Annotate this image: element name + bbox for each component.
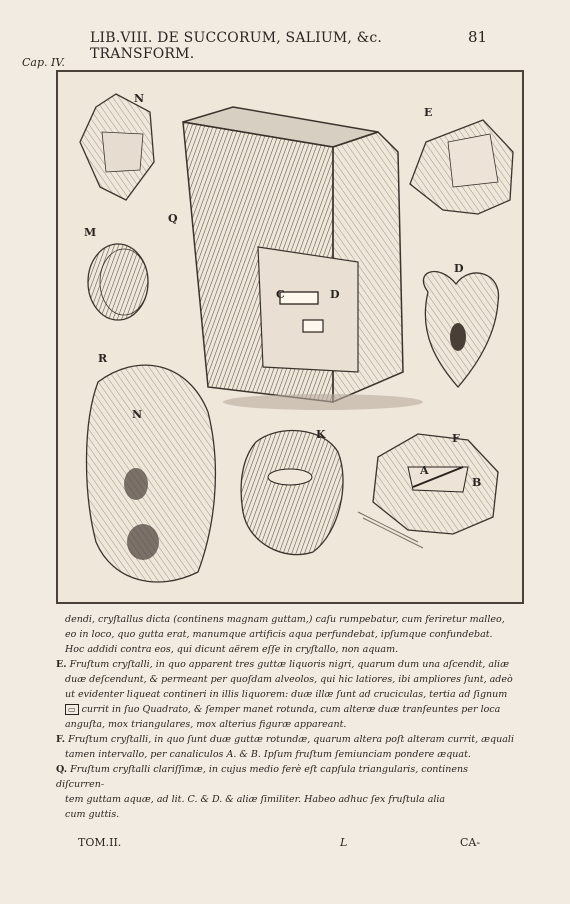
figure-label-f: F: [452, 432, 460, 445]
figure-label-q: Q: [168, 212, 178, 225]
crystal-disc-m: [88, 244, 148, 320]
figure-label-d: D: [330, 288, 340, 301]
quadrat-sign-icon: ▭: [65, 704, 79, 715]
figure-label-e: E: [424, 106, 433, 119]
text-line: ut evidenter liqueat contineri in illis liquorem: duæ illæ ſunt ad cruciculas, tertia ad ſignum: [65, 689, 508, 700]
text-line: [56, 702, 516, 717]
entry-e-label: E.: [56, 659, 67, 670]
text-line: anguſta, mox triangulares, mox alterius figuræ appareant.: [65, 719, 347, 730]
crystal-e: [410, 120, 513, 214]
text-line: tem guttam aquæ, ad lit. C. & D. & aliæ ſimiliter. Habeo adhuc ſex fruſtula alia: [65, 794, 446, 805]
text-line: cum guttis.: [65, 809, 120, 820]
figure-label-n-small: N: [132, 408, 143, 421]
entry-e-line: Fruſtum cryſtalli, in quo apparent tres guttæ liquoris nigri, quarum dum una aſcendit, aliæ: [69, 659, 510, 670]
entry-f-label: F.: [56, 734, 66, 745]
chapter-marker: Cap. IV.: [22, 56, 65, 69]
figure-label-b: B: [472, 476, 482, 489]
figure-label-c: C: [276, 288, 285, 301]
entry-f: [56, 732, 516, 747]
figure-label-a: A: [420, 464, 429, 477]
body-text: [56, 612, 516, 822]
entry-q-label: Q.: [56, 764, 68, 775]
engraved-plate: [56, 70, 524, 604]
text-line: duæ deſcendunt, & permeant per quoſdam alveolos, qui hic latiores, ibi ampliores ſunt, adeò: [65, 674, 513, 685]
stone-r: [86, 365, 215, 582]
text-line: eo in loco, quo gutta erat, manumque artificis aqua perfundebat, ipſumque confundebat.: [65, 629, 493, 640]
page-number: 81: [468, 28, 488, 46]
entry-e: [56, 657, 516, 672]
engraving-illustration: [58, 72, 522, 602]
figure-label-n: N: [134, 92, 145, 105]
catchword: CA-: [460, 836, 481, 849]
entry-q: [56, 762, 516, 792]
text-line: tamen intervallo, per canaliculos A. & B. Ipſum fruſtum ſemiunciam pondere æquat.: [65, 749, 471, 760]
figure-label-k: K: [316, 428, 326, 441]
large-crystal-block: [183, 107, 423, 410]
figure-label-r: R: [98, 352, 108, 365]
crystal-heart-d: [423, 272, 498, 387]
volume-mark: TOM.II.: [78, 836, 122, 849]
entry-q-line: Fruſtum cryſtalli clariſſimæ, in cujus medio ferè eſt capſula triangularis, continens diſcurren-: [56, 764, 469, 790]
figure-label-d-right: D: [454, 262, 464, 275]
stone-k: [241, 431, 343, 555]
figure-label-m: M: [84, 226, 97, 239]
signature-mark: L: [340, 836, 348, 849]
crystal-n: [80, 94, 154, 200]
text-line: Hoc addidi contra eos, qui dicunt aërem eſſe in cryſtallo, non aquam.: [65, 644, 399, 655]
running-title: LIB.VIII. DE SUCCORUM, SALIUM, &c. TRANSFORM.: [90, 30, 383, 62]
entry-e-line: currit in ſuo Quadrato, & ſemper manet rotunda, cum alteræ duæ tranſeuntes per loca: [81, 704, 501, 715]
entry-f-line: Fruſtum cryſtalli, in quo ſunt duæ guttæ rotundæ, quarum altera poſt alteram currit, æquali: [68, 734, 514, 745]
text-line: dendi, cryſtallus dicta (continens magnam guttam,) caſu rumpebatur, cum feriretur malleo,: [65, 614, 505, 625]
